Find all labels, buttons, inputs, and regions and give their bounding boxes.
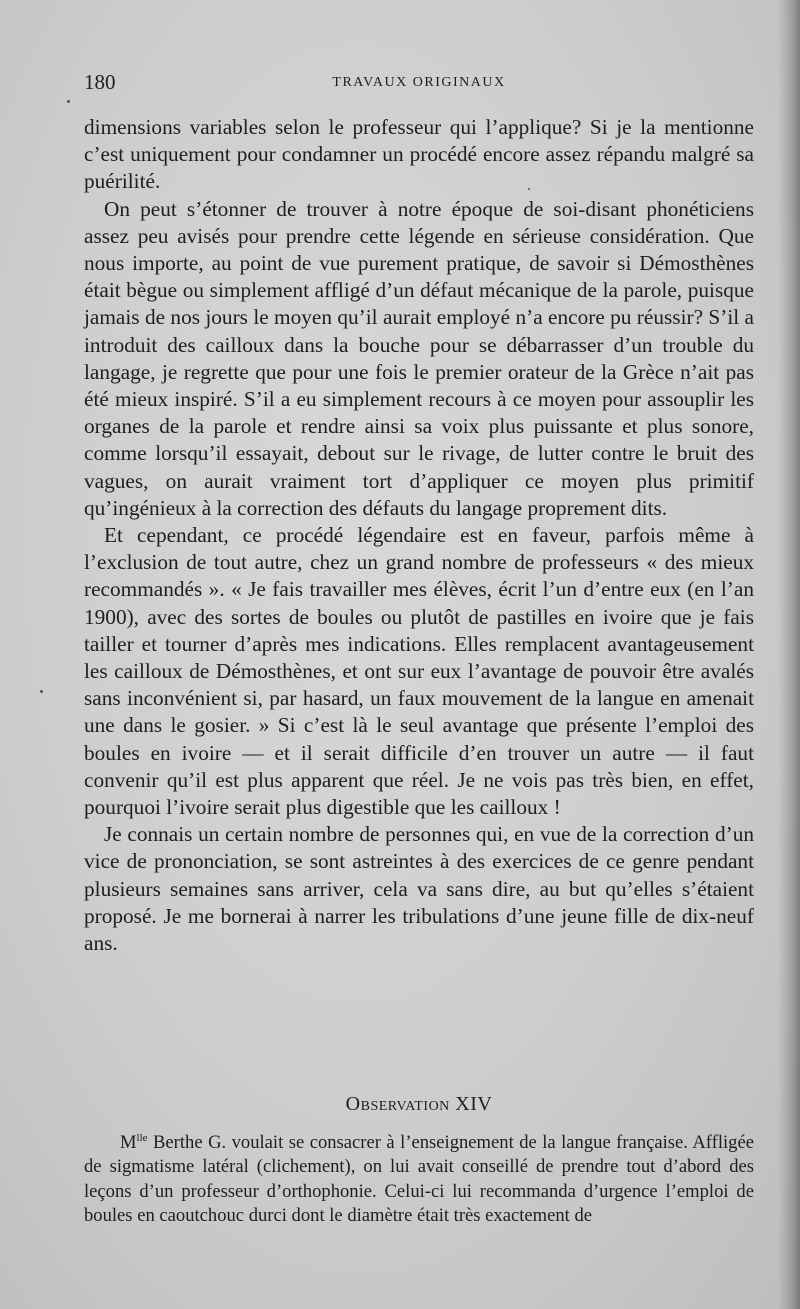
print-speck bbox=[67, 100, 70, 103]
paragraph: Je connais un certain nombre de personnes qui, en vue de la correction d’un vice de prononciation, se sont astreintes à des exercices de ce genre pendant plusieurs semaines sans arriver, cela va sans dire, au but qu’elles s’étaient proposé. Je me bornerai à narrer les tribulations d’une jeune fille de dix-neuf ans. bbox=[84, 822, 754, 956]
observation-title: M bbox=[120, 1132, 137, 1153]
paragraph: On peut s’étonner de trouver à notre époque de soi-disant phonéticiens assez peu avisés pour prendre cette légende en sérieuse considération. Que nous importe, au point de vue purement pratique, de savoir si Démosthènes était bègue ou simplement affligé d’un défaut mécanique de la parole, puisque jamais de nos jours le moyen qu’il aurait employé n’a encore pu réussir? S’il a introduit des cailloux dans la bouche pour se débarrasser d’un trouble du langage, je regrette que pour une fois le premier orateur de la Grèce n’ait pas été mieux inspiré. S’il a eu simplement recours à ce moyen pour assouplir les organes de la parole et rendre ainsi sa voix plus puissante et plus sonore, comme lorsqu’il essayait, debout sur le rivage, de lutter contre le bruit des vagues, on aurait vraiment tort d’appliquer ce moyen plus primitif qu’ingénieux à la correction des défauts du langage proprement dits. bbox=[84, 196, 754, 520]
page-edge-shadow bbox=[778, 0, 800, 1309]
print-speck bbox=[40, 690, 43, 693]
observation-heading-number: XIV bbox=[455, 1093, 493, 1115]
observation-heading-word: Observation bbox=[345, 1093, 450, 1115]
observation-paragraph bbox=[84, 1131, 754, 1228]
page-number: 180 bbox=[84, 70, 116, 94]
paragraph: Et cependant, ce procédé légendaire est en faveur, parfois même à l’exclusion de tout autre, chez un grand nombre de professeurs « des mieux recommandés ». « Je fais travailler mes élèves, écrit l’un d’entre eux (en l’an 1900), avec des sortes de boules ou plutôt de pastilles en ivoire que je fais tailler et tourner d’après mes indications. Elles remplacent avantageusement les cailloux de Démosthènes, et ont sur eux l’avantage de pouvoir être avalés sans inconvénient si, par hasard, un faux mouvement de la langue en amenait une dans le gosier. » Si c’est là le seul avantage que présente l’emploi des boules en ivoire — et il serait difficile d’en trouver un autre — il faut convenir qu’il est plus apparent que réel. Je ne vois pas très bien, en effet, pourquoi l’ivoire serait plus digestible que les cailloux ! bbox=[84, 523, 754, 820]
running-title: TRAVAUX ORIGINAUX bbox=[332, 75, 506, 90]
running-header bbox=[84, 70, 754, 100]
observation-text bbox=[84, 1131, 754, 1228]
paragraph-continued: dimensions variables selon le professeur qui l’applique? Si je la mentionne c’est uniquement pour condamner un procédé encore assez répandu malgré sa puérilité. bbox=[84, 115, 754, 194]
observation-heading bbox=[84, 1093, 754, 1116]
observation-body: Berthe G. voulait se consacrer à l’enseignement de la langue française. Affligée de sigmatisme latéral (clichement), on lui avait conseillé de prendre tout d’abord des leçons d’un professeur d’orthophonie. Celui-ci lui recommanda d’urgence l’emploi de boules en caoutchouc durci dont le diamètre était très exactement de bbox=[84, 1132, 754, 1226]
main-text bbox=[84, 114, 754, 957]
print-speck bbox=[528, 188, 530, 190]
observation-title-superscript: lle bbox=[136, 1131, 148, 1144]
